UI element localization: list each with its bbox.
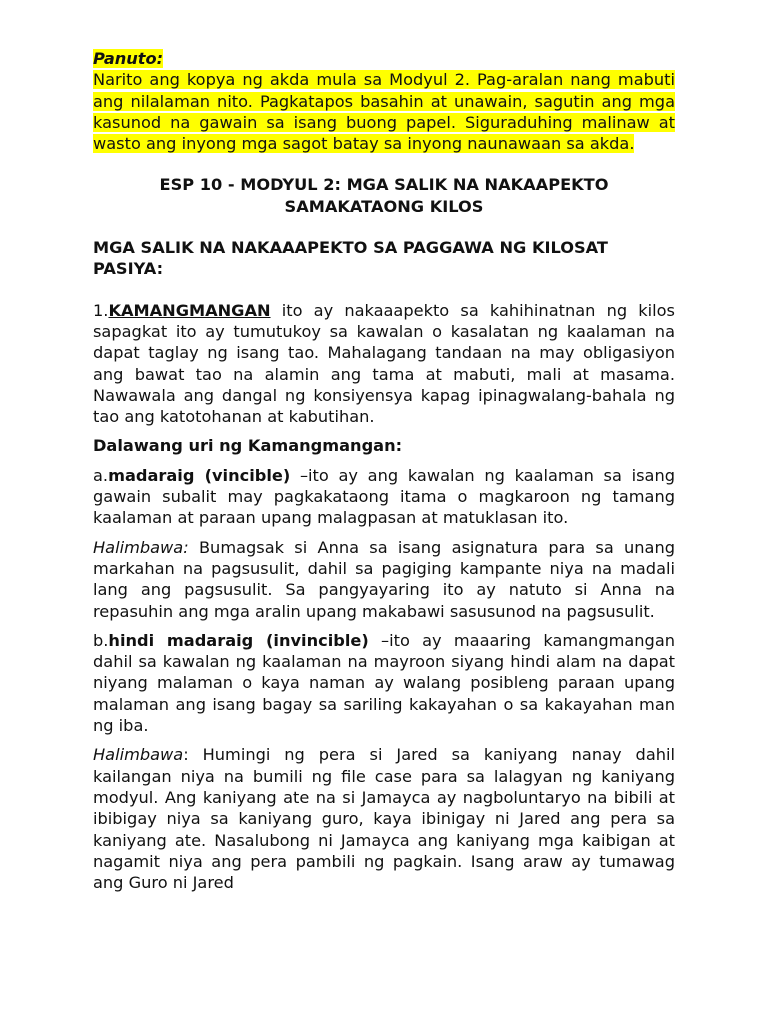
type-a-letter: a. <box>93 465 109 485</box>
example-a-text: Bumagsak si Anna sa isang asignatura para sa unang markahan na pagsusulit, dahil sa pagiging kampante niya na madali lang ang pagsusulit. Sa pangyayaring ito ay natuto si Anna na repasuhin ang mga aralin upang makabawi sasusunod na pagsusulit. <box>93 537 675 621</box>
type-b-term: hindi madaraig (invincible) <box>108 630 369 650</box>
item-1-number: 1. <box>93 300 109 320</box>
example-b-text: : Humingi ng pera si Jared sa kaniyang nanay dahil kailangan niya na bumili ng file case para sa lalagyan ng kaniyang modyul. Ang kaniyang ate na si Jamayca ay nagboluntaryo na bibili at ibibigay niya sa kaniyang guro, kaya ibinigay ni Jared ang pera sa kaniyang ate. Nasalubong ni Jamayca ang kaniyang mga kaibigan at nagamit niya ang pera pambili ng pagkain. Isang araw ay tumawag ang Guro ni Jared <box>93 745 675 893</box>
instructions-label <box>93 48 675 69</box>
instructions-body-text: Narito ang kopya ng akda mula sa Modyul 2. Pag-aralan nang mabuti ang nilalaman nito. Pagkatapos basahin at unawain, sagutin ang mga kasunod na gawain sa isang buong papel. Siguraduhing malinaw at wasto ang inyong mga sagot batay sa inyong naunawaan sa akda. <box>93 70 675 154</box>
instructions-label-text: Panuto: <box>93 49 164 68</box>
example-a-paragraph <box>93 537 675 622</box>
type-b-paragraph <box>93 630 675 736</box>
section-subtitle: MGA SALIK NA NAKAAAPEKTO SA PAGGAWA NG KILOSAT PASIYA: <box>93 238 608 279</box>
types-heading: Dalawang uri ng Kamangmangan: <box>93 436 403 456</box>
type-b-text: –ito ay maaaring kamangmangan dahil sa kawalan ng kaalaman na mayroon siyang hindi alam na dapat niyang malaman o kaya naman ay walang posibleng paraan upang malaman ang isang bagay sa sariling kakayahan o sa kakayahan man ng iba. <box>93 630 675 736</box>
item-1-term: KAMANGMANGAN <box>108 300 271 320</box>
type-a-term: madaraig (vincible) <box>108 465 291 485</box>
document-body <box>93 48 675 893</box>
item-1-text: ito ay nakaaapekto sa kahihinatnan ng kilos sapagkat ito ay tumutukoy sa kawalan o kasalatan ng kaalaman na dapat taglay ng isang tao. Mahalagang tandaan na may obligasiyon ang bawat tao na alamin ang tama at mabuti, mali at masama. Nawawala ang dangal ng konsiyensya kapag ipinagwalang-bahala ng tao ang katotohanan at kabutihan. <box>93 300 675 427</box>
example-b-label: Halimbawa <box>93 745 184 765</box>
example-b-paragraph <box>93 744 675 893</box>
item-1-paragraph <box>93 300 675 428</box>
document-title: ESP 10 - MODYUL 2: MGA SALIK NA NAKAAPEKTO SAMAKATAONG KILOS <box>159 175 609 216</box>
type-a-text: –ito ay ang kawalan ng kaalaman sa isang gawain subalit may pagkakataong itama o magkaroon ng tamang kaalaman at paraan upang malagpasan at matuklasan ito. <box>93 465 675 528</box>
example-a-label: Halimbawa: <box>93 537 189 557</box>
type-b-letter: b. <box>93 630 109 650</box>
instructions-body <box>93 69 675 154</box>
type-a-paragraph <box>93 465 675 529</box>
